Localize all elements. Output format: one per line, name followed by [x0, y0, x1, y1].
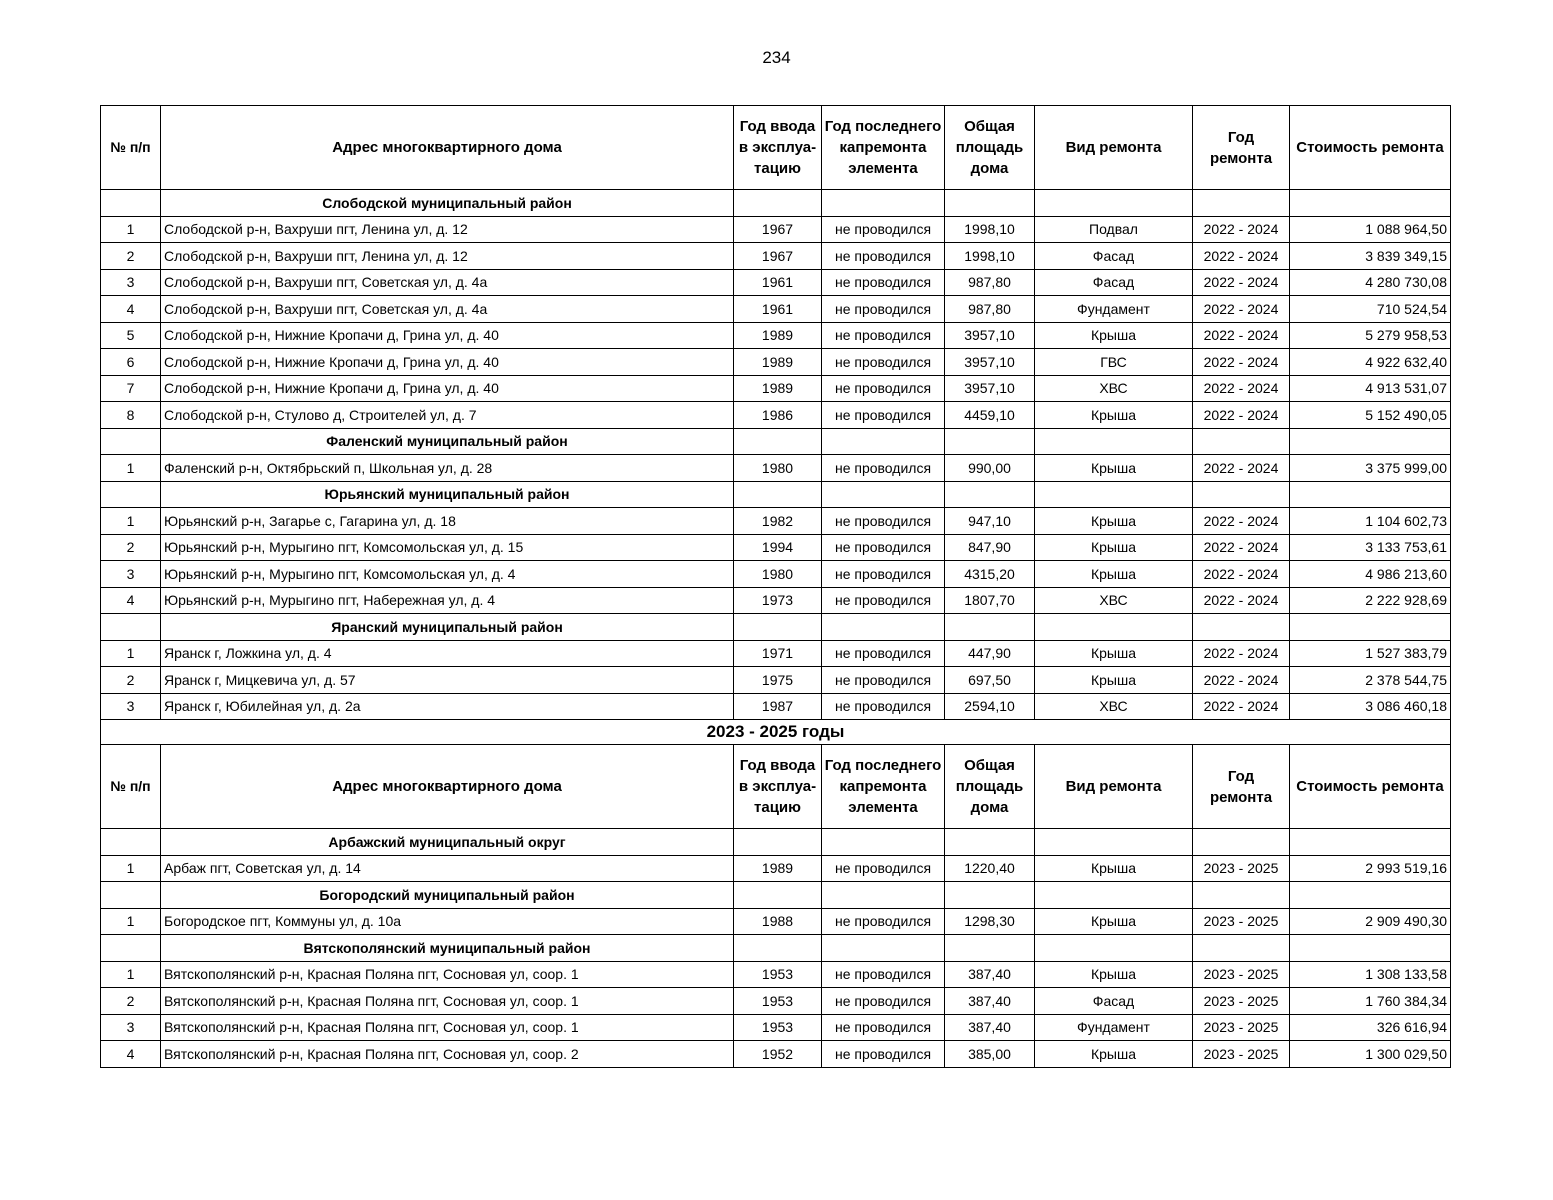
cell-last-repair: не проводился: [822, 296, 945, 323]
cell-repair-year: 2022 - 2024: [1193, 640, 1290, 667]
header-repair-type: Вид ремонта: [1035, 106, 1193, 190]
cell-cost: 2 378 544,75: [1290, 667, 1451, 694]
cell-cost: 1 088 964,50: [1290, 216, 1451, 243]
header-address: Адрес многоквартирного дома: [161, 745, 734, 829]
cell-cost: 1 104 602,73: [1290, 508, 1451, 535]
cell-repair-year: 2022 - 2024: [1193, 349, 1290, 376]
cell-address: Яранск г, Ложкина ул, д. 4: [161, 640, 734, 667]
section-blank: [734, 614, 822, 641]
cell-last-repair: не проводился: [822, 216, 945, 243]
header-repair-year: Год ремонта: [1193, 106, 1290, 190]
cell-no: 5: [101, 322, 161, 349]
cell-area: 1220,40: [945, 855, 1035, 882]
cell-year-built: 1987: [734, 693, 822, 720]
cell-repair-type: Фундамент: [1035, 296, 1193, 323]
cell-repair-type: Крыша: [1035, 455, 1193, 482]
cell-no: 3: [101, 693, 161, 720]
cell-cost: 2 993 519,16: [1290, 855, 1451, 882]
cell-area: 1998,10: [945, 243, 1035, 270]
cell-area: 3957,10: [945, 322, 1035, 349]
cell-address: Юрьянский р-н, Мурыгино пгт, Комсомольская ул, д. 15: [161, 534, 734, 561]
cell-cost: 5 152 490,05: [1290, 402, 1451, 429]
cell-area: 947,10: [945, 508, 1035, 535]
header-year-built: Год ввода в эксплуа-тацию: [734, 106, 822, 190]
table-row: [101, 375, 1451, 402]
header-area: Общая площадь дома: [945, 745, 1035, 829]
cell-last-repair: не проводился: [822, 1041, 945, 1068]
section-blank: [1035, 882, 1193, 909]
cell-cost: 5 279 958,53: [1290, 322, 1451, 349]
header-cost: Стоимость ремонта: [1290, 106, 1451, 190]
table-row: [101, 296, 1451, 323]
cell-repair-type: Крыша: [1035, 855, 1193, 882]
cell-no: 2: [101, 243, 161, 270]
cell-cost: 4 280 730,08: [1290, 269, 1451, 296]
cell-repair-year: 2022 - 2024: [1193, 243, 1290, 270]
table-row: [101, 908, 1451, 935]
cell-area: 987,80: [945, 296, 1035, 323]
section-blank: [945, 882, 1035, 909]
cell-last-repair: не проводился: [822, 349, 945, 376]
cell-year-built: 1973: [734, 587, 822, 614]
cell-no: 4: [101, 1041, 161, 1068]
cell-no: 1: [101, 855, 161, 882]
cell-repair-type: Подвал: [1035, 216, 1193, 243]
cell-repair-type: Фасад: [1035, 269, 1193, 296]
cell-no: 1: [101, 216, 161, 243]
section-blank: [1290, 428, 1451, 455]
cell-address: Юрьянский р-н, Мурыгино пгт, Комсомольская ул, д. 4: [161, 561, 734, 588]
cell-last-repair: не проводился: [822, 693, 945, 720]
cell-area: 1298,30: [945, 908, 1035, 935]
cell-repair-year: 2023 - 2025: [1193, 908, 1290, 935]
cell-repair-year: 2022 - 2024: [1193, 587, 1290, 614]
cell-repair-year: 2022 - 2024: [1193, 269, 1290, 296]
section-row: [101, 882, 1451, 909]
table-row: [101, 855, 1451, 882]
cell-repair-type: ХВС: [1035, 587, 1193, 614]
table-row: [101, 988, 1451, 1015]
cell-cost: 710 524,54: [1290, 296, 1451, 323]
section-blank: [1035, 428, 1193, 455]
cell-year-built: 1994: [734, 534, 822, 561]
cell-repair-type: ХВС: [1035, 693, 1193, 720]
cell-last-repair: не проводился: [822, 561, 945, 588]
cell-no: 2: [101, 667, 161, 694]
section-blank: [1035, 190, 1193, 217]
page-number: 234: [762, 48, 791, 67]
header-repair-year: Год ремонта: [1193, 745, 1290, 829]
cell-area: 387,40: [945, 961, 1035, 988]
section-blank: [734, 428, 822, 455]
section-blank: [1290, 481, 1451, 508]
section-blank: [1193, 882, 1290, 909]
cell-cost: 3 086 460,18: [1290, 693, 1451, 720]
section-blank: [1290, 190, 1451, 217]
header-address: Адрес многоквартирного дома: [161, 106, 734, 190]
cell-last-repair: не проводился: [822, 908, 945, 935]
section-blank: [822, 428, 945, 455]
section-blank: [1193, 829, 1290, 856]
cell-address: Вятскополянский р-н, Красная Поляна пгт, Сосновая ул, соор. 1: [161, 961, 734, 988]
cell-area: 990,00: [945, 455, 1035, 482]
cell-area: 847,90: [945, 534, 1035, 561]
table-row: [101, 693, 1451, 720]
cell-no: 3: [101, 561, 161, 588]
cell-repair-year: 2022 - 2024: [1193, 216, 1290, 243]
table-body: [101, 106, 1451, 1068]
cell-repair-year: 2022 - 2024: [1193, 375, 1290, 402]
section-blank: [945, 614, 1035, 641]
header-area: Общая площадь дома: [945, 106, 1035, 190]
cell-cost: 1 300 029,50: [1290, 1041, 1451, 1068]
header-last-repair: Год последнего капремонта элемента: [822, 106, 945, 190]
section-blank: [1290, 829, 1451, 856]
cell-address: Слободской р-н, Нижние Кропачи д, Грина ул, д. 40: [161, 322, 734, 349]
cell-area: 387,40: [945, 1014, 1035, 1041]
cell-address: Вятскополянский р-н, Красная Поляна пгт, Сосновая ул, соор. 2: [161, 1041, 734, 1068]
cell-address: Арбаж пгт, Советская ул, д. 14: [161, 855, 734, 882]
cell-repair-type: Крыша: [1035, 640, 1193, 667]
cell-address: Слободской р-н, Нижние Кропачи д, Грина ул, д. 40: [161, 349, 734, 376]
cell-repair-year: 2023 - 2025: [1193, 1014, 1290, 1041]
cell-last-repair: не проводился: [822, 534, 945, 561]
section-row: [101, 481, 1451, 508]
table-row: [101, 667, 1451, 694]
cell-last-repair: не проводился: [822, 455, 945, 482]
cell-repair-year: 2022 - 2024: [1193, 693, 1290, 720]
table-row: [101, 1041, 1451, 1068]
header-no: № п/п: [101, 745, 161, 829]
section-blank: [1290, 614, 1451, 641]
cell-no: 3: [101, 269, 161, 296]
cell-last-repair: не проводился: [822, 322, 945, 349]
table-row: [101, 587, 1451, 614]
cell-cost: 2 909 490,30: [1290, 908, 1451, 935]
cell-year-built: 1961: [734, 296, 822, 323]
section-blank: [1193, 428, 1290, 455]
cell-repair-type: Крыша: [1035, 1041, 1193, 1068]
cell-area: 387,40: [945, 988, 1035, 1015]
cell-cost: 3 839 349,15: [1290, 243, 1451, 270]
section-blank: [822, 829, 945, 856]
section-blank: [734, 935, 822, 962]
cell-year-built: 1961: [734, 269, 822, 296]
cell-no: 6: [101, 349, 161, 376]
section-title: Арбажский муниципальный округ: [161, 829, 734, 856]
cell-repair-year: 2023 - 2025: [1193, 855, 1290, 882]
cell-address: Юрьянский р-н, Мурыгино пгт, Набережная ул, д. 4: [161, 587, 734, 614]
header-cost: Стоимость ремонта: [1290, 745, 1451, 829]
cell-no: 1: [101, 508, 161, 535]
cell-no: 4: [101, 296, 161, 323]
table-row: [101, 1014, 1451, 1041]
cell-repair-year: 2022 - 2024: [1193, 455, 1290, 482]
section-title: Слободской муниципальный район: [161, 190, 734, 217]
cell-last-repair: не проводился: [822, 243, 945, 270]
cell-address: Юрьянский р-н, Загарье с, Гагарина ул, д. 18: [161, 508, 734, 535]
cell-repair-year: 2022 - 2024: [1193, 402, 1290, 429]
cell-repair-type: Фасад: [1035, 243, 1193, 270]
section-blank: [1290, 935, 1451, 962]
cell-repair-type: Крыша: [1035, 508, 1193, 535]
cell-address: Вятскополянский р-н, Красная Поляна пгт, Сосновая ул, соор. 1: [161, 988, 734, 1015]
cell-year-built: 1980: [734, 561, 822, 588]
cell-area: 385,00: [945, 1041, 1035, 1068]
cell-no: 7: [101, 375, 161, 402]
table-row: [101, 243, 1451, 270]
section-blank: [945, 829, 1035, 856]
section-blank: [1193, 481, 1290, 508]
cell-repair-year: 2023 - 2025: [1193, 961, 1290, 988]
cell-cost: 1 308 133,58: [1290, 961, 1451, 988]
cell-year-built: 1953: [734, 1014, 822, 1041]
table-row: [101, 322, 1451, 349]
cell-repair-type: Крыша: [1035, 322, 1193, 349]
cell-year-built: 1953: [734, 988, 822, 1015]
cell-year-built: 1989: [734, 855, 822, 882]
section-blank: [101, 428, 161, 455]
cell-last-repair: не проводился: [822, 1014, 945, 1041]
table-row: [101, 640, 1451, 667]
table-row: [101, 961, 1451, 988]
section-title: Яранский муниципальный район: [161, 614, 734, 641]
cell-year-built: 1986: [734, 402, 822, 429]
cell-no: 4: [101, 587, 161, 614]
cell-year-built: 1982: [734, 508, 822, 535]
cell-last-repair: не проводился: [822, 587, 945, 614]
cell-repair-type: Фундамент: [1035, 1014, 1193, 1041]
cell-address: Слободской р-н, Вахруши пгт, Советская ул, д. 4а: [161, 296, 734, 323]
table-row: [101, 534, 1451, 561]
section-title: Богородский муниципальный район: [161, 882, 734, 909]
cell-repair-year: 2022 - 2024: [1193, 534, 1290, 561]
header-last-repair: Год последнего капремонта элемента: [822, 745, 945, 829]
section-blank: [945, 428, 1035, 455]
cell-address: Слободской р-н, Вахруши пгт, Советская ул, д. 4а: [161, 269, 734, 296]
cell-repair-year: 2023 - 2025: [1193, 1041, 1290, 1068]
table-row: [101, 508, 1451, 535]
cell-repair-type: Крыша: [1035, 534, 1193, 561]
cell-repair-type: Крыша: [1035, 561, 1193, 588]
cell-address: Слободской р-н, Нижние Кропачи д, Грина ул, д. 40: [161, 375, 734, 402]
section-blank: [1193, 190, 1290, 217]
table-row: [101, 561, 1451, 588]
cell-repair-year: 2022 - 2024: [1193, 322, 1290, 349]
table-row: [101, 455, 1451, 482]
period-row: [101, 720, 1451, 745]
cell-repair-year: 2022 - 2024: [1193, 508, 1290, 535]
cell-last-repair: не проводился: [822, 988, 945, 1015]
cell-address: Фаленский р-н, Октябрьский п, Школьная ул, д. 28: [161, 455, 734, 482]
section-blank: [822, 481, 945, 508]
cell-address: Яранск г, Юбилейная ул, д. 2а: [161, 693, 734, 720]
table-row: [101, 349, 1451, 376]
cell-address: Яранск г, Мицкевича ул, д. 57: [161, 667, 734, 694]
cell-repair-year: 2023 - 2025: [1193, 988, 1290, 1015]
cell-no: 3: [101, 1014, 161, 1041]
section-blank: [1035, 829, 1193, 856]
cell-area: 4315,20: [945, 561, 1035, 588]
cell-repair-year: 2022 - 2024: [1193, 667, 1290, 694]
cell-repair-type: Крыша: [1035, 402, 1193, 429]
cell-no: 1: [101, 961, 161, 988]
section-blank: [101, 829, 161, 856]
cell-area: 447,90: [945, 640, 1035, 667]
cell-last-repair: не проводился: [822, 640, 945, 667]
section-blank: [945, 481, 1035, 508]
cell-address: Слободской р-н, Вахруши пгт, Ленина ул, д. 12: [161, 216, 734, 243]
section-blank: [822, 190, 945, 217]
section-blank: [101, 935, 161, 962]
cell-no: 2: [101, 534, 161, 561]
cell-year-built: 1989: [734, 349, 822, 376]
cell-repair-type: Фасад: [1035, 988, 1193, 1015]
cell-address: Богородское пгт, Коммуны ул, д. 10а: [161, 908, 734, 935]
cell-year-built: 1975: [734, 667, 822, 694]
cell-cost: 1 760 384,34: [1290, 988, 1451, 1015]
cell-cost: 4 986 213,60: [1290, 561, 1451, 588]
cell-year-built: 1980: [734, 455, 822, 482]
period-title: 2023 - 2025 годы: [101, 720, 1451, 745]
cell-repair-type: ХВС: [1035, 375, 1193, 402]
cell-cost: 4 922 632,40: [1290, 349, 1451, 376]
repair-register-table: [100, 105, 1451, 1068]
cell-year-built: 1989: [734, 375, 822, 402]
cell-cost: 326 616,94: [1290, 1014, 1451, 1041]
header-year-built: Год ввода в эксплуа-тацию: [734, 745, 822, 829]
section-blank: [101, 481, 161, 508]
section-blank: [101, 614, 161, 641]
cell-area: 697,50: [945, 667, 1035, 694]
cell-cost: 4 913 531,07: [1290, 375, 1451, 402]
cell-year-built: 1967: [734, 216, 822, 243]
cell-repair-year: 2022 - 2024: [1193, 561, 1290, 588]
cell-area: 3957,10: [945, 349, 1035, 376]
cell-cost: 3 375 999,00: [1290, 455, 1451, 482]
section-blank: [945, 190, 1035, 217]
section-blank: [1193, 614, 1290, 641]
cell-last-repair: не проводился: [822, 961, 945, 988]
section-row: [101, 614, 1451, 641]
section-blank: [1193, 935, 1290, 962]
section-blank: [734, 829, 822, 856]
cell-last-repair: не проводился: [822, 667, 945, 694]
section-title: Вятскополянский муниципальный район: [161, 935, 734, 962]
cell-address: Слободской р-н, Вахруши пгт, Ленина ул, д. 12: [161, 243, 734, 270]
cell-no: 1: [101, 455, 161, 482]
cell-area: 4459,10: [945, 402, 1035, 429]
section-blank: [1035, 614, 1193, 641]
cell-year-built: 1989: [734, 322, 822, 349]
cell-year-built: 1953: [734, 961, 822, 988]
cell-cost: 3 133 753,61: [1290, 534, 1451, 561]
section-blank: [822, 935, 945, 962]
section-row: [101, 935, 1451, 962]
cell-last-repair: не проводился: [822, 508, 945, 535]
cell-repair-type: Крыша: [1035, 908, 1193, 935]
cell-no: 8: [101, 402, 161, 429]
section-blank: [1035, 935, 1193, 962]
section-blank: [101, 882, 161, 909]
header-no: № п/п: [101, 106, 161, 190]
cell-year-built: 1971: [734, 640, 822, 667]
cell-year-built: 1988: [734, 908, 822, 935]
cell-address: Вятскополянский р-н, Красная Поляна пгт, Сосновая ул, соор. 1: [161, 1014, 734, 1041]
cell-repair-type: ГВС: [1035, 349, 1193, 376]
header-row: [101, 745, 1451, 829]
section-row: [101, 428, 1451, 455]
section-blank: [101, 190, 161, 217]
cell-cost: 1 527 383,79: [1290, 640, 1451, 667]
cell-area: 3957,10: [945, 375, 1035, 402]
cell-cost: 2 222 928,69: [1290, 587, 1451, 614]
cell-area: 1807,70: [945, 587, 1035, 614]
section-blank: [734, 190, 822, 217]
section-blank: [822, 882, 945, 909]
cell-repair-type: Крыша: [1035, 961, 1193, 988]
cell-last-repair: не проводился: [822, 855, 945, 882]
table-row: [101, 402, 1451, 429]
cell-year-built: 1967: [734, 243, 822, 270]
cell-no: 2: [101, 988, 161, 1015]
cell-repair-year: 2022 - 2024: [1193, 296, 1290, 323]
section-title: Фаленский муниципальный район: [161, 428, 734, 455]
section-blank: [822, 614, 945, 641]
cell-area: 1998,10: [945, 216, 1035, 243]
table-row: [101, 269, 1451, 296]
cell-last-repair: не проводился: [822, 269, 945, 296]
section-blank: [1035, 481, 1193, 508]
header-row: [101, 106, 1451, 190]
cell-address: Слободской р-н, Стулово д, Строителей ул, д. 7: [161, 402, 734, 429]
cell-repair-type: Крыша: [1035, 667, 1193, 694]
section-row: [101, 829, 1451, 856]
cell-last-repair: не проводился: [822, 402, 945, 429]
cell-no: 1: [101, 908, 161, 935]
cell-no: 1: [101, 640, 161, 667]
cell-area: 2594,10: [945, 693, 1035, 720]
section-row: [101, 190, 1451, 217]
cell-last-repair: не проводился: [822, 375, 945, 402]
section-blank: [945, 935, 1035, 962]
header-repair-type: Вид ремонта: [1035, 745, 1193, 829]
section-blank: [734, 882, 822, 909]
section-blank: [734, 481, 822, 508]
section-blank: [1290, 882, 1451, 909]
table-row: [101, 216, 1451, 243]
cell-year-built: 1952: [734, 1041, 822, 1068]
section-title: Юрьянский муниципальный район: [161, 481, 734, 508]
cell-area: 987,80: [945, 269, 1035, 296]
